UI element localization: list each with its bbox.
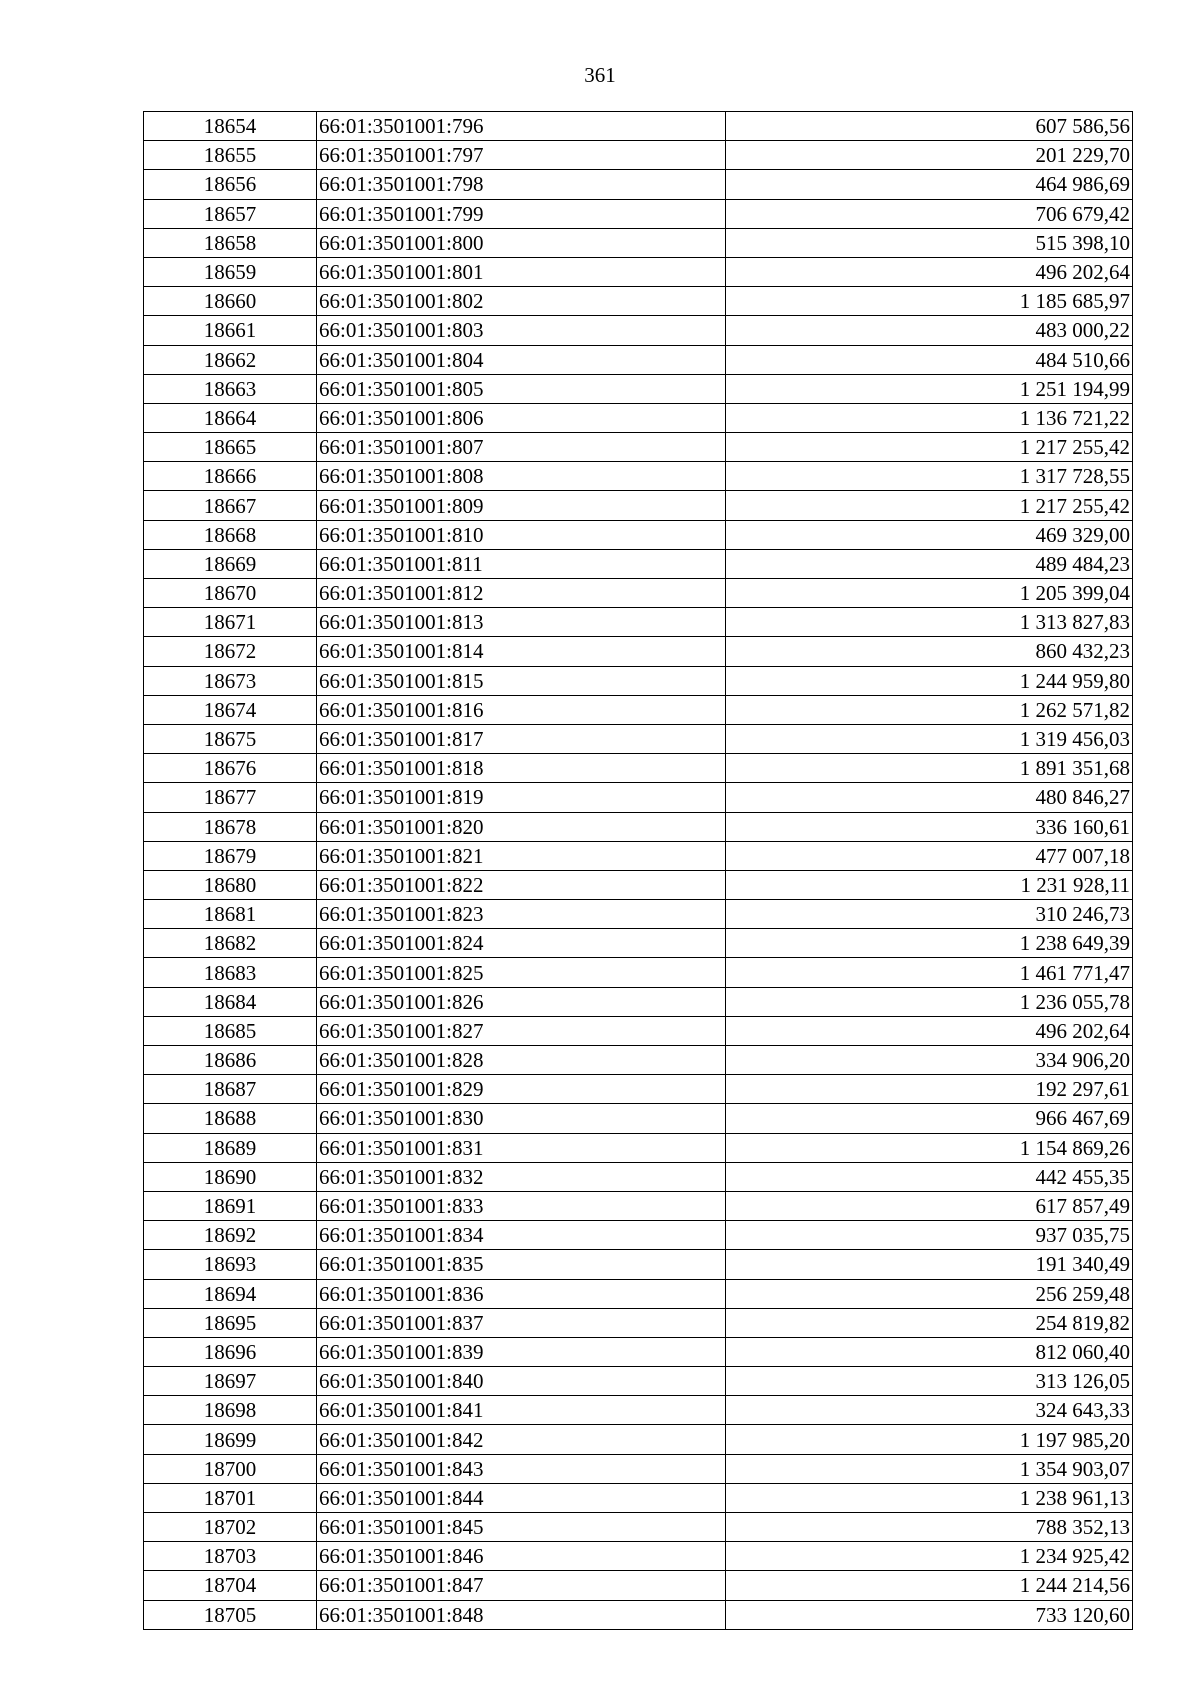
cadastral-value-cell: 201 229,70 [726,141,1133,170]
cadastral-number-cell: 66:01:3501001:835 [317,1250,726,1279]
row-number-cell: 18660 [144,287,317,316]
cadastral-number-cell: 66:01:3501001:816 [317,695,726,724]
table-row [144,1483,1133,1512]
table-row [144,462,1133,491]
cadastral-value-cell: 617 857,49 [726,1191,1133,1220]
cadastral-value-cell: 310 246,73 [726,900,1133,929]
cadastral-value-cell: 706 679,42 [726,199,1133,228]
cadastral-value-cell: 480 846,27 [726,783,1133,812]
cadastral-value-cell: 464 986,69 [726,170,1133,199]
cadastral-value-cell: 1 231 928,11 [726,870,1133,899]
row-number-cell: 18675 [144,724,317,753]
cadastral-value-cell: 788 352,13 [726,1513,1133,1542]
cadastral-value-cell: 1 313 827,83 [726,608,1133,637]
row-number-cell: 18654 [144,112,317,141]
cadastral-value-cell: 966 467,69 [726,1104,1133,1133]
table-row [144,1513,1133,1542]
cadastral-value-cell: 1 217 255,42 [726,433,1133,462]
table-row [144,724,1133,753]
cadastral-number-cell: 66:01:3501001:839 [317,1337,726,1366]
cadastral-number-cell: 66:01:3501001:847 [317,1571,726,1600]
cadastral-number-cell: 66:01:3501001:799 [317,199,726,228]
table-row [144,958,1133,987]
cadastral-number-cell: 66:01:3501001:810 [317,520,726,549]
row-number-cell: 18694 [144,1279,317,1308]
row-number-cell: 18682 [144,929,317,958]
row-number-cell: 18655 [144,141,317,170]
table-row [144,1133,1133,1162]
cadastral-value-cell: 191 340,49 [726,1250,1133,1279]
cadastral-number-cell: 66:01:3501001:846 [317,1542,726,1571]
table-body [144,112,1133,1630]
cadastral-value-cell: 254 819,82 [726,1308,1133,1337]
cadastral-value-cell: 733 120,60 [726,1600,1133,1629]
cadastral-number-cell: 66:01:3501001:822 [317,870,726,899]
cadastral-value-cell: 1 136 721,22 [726,403,1133,432]
cadastral-number-cell: 66:01:3501001:826 [317,987,726,1016]
table-row [144,374,1133,403]
row-number-cell: 18691 [144,1191,317,1220]
table-row [144,1337,1133,1366]
row-number-cell: 18686 [144,1046,317,1075]
cadastral-value-cell: 313 126,05 [726,1367,1133,1396]
row-number-cell: 18681 [144,900,317,929]
cadastral-number-cell: 66:01:3501001:808 [317,462,726,491]
table-row [144,900,1133,929]
table-row [144,1075,1133,1104]
cadastral-value-cell: 937 035,75 [726,1221,1133,1250]
cadastral-value-cell: 484 510,66 [726,345,1133,374]
table-row [144,112,1133,141]
cadastral-number-cell: 66:01:3501001:820 [317,812,726,841]
table-row [144,987,1133,1016]
table-row [144,754,1133,783]
row-number-cell: 18670 [144,579,317,608]
cadastral-value-cell: 607 586,56 [726,112,1133,141]
cadastral-value-cell: 1 262 571,82 [726,695,1133,724]
row-number-cell: 18683 [144,958,317,987]
row-number-cell: 18674 [144,695,317,724]
row-number-cell: 18680 [144,870,317,899]
page-number: 361 [584,63,616,87]
row-number-cell: 18704 [144,1571,317,1600]
row-number-cell: 18677 [144,783,317,812]
table-row [144,929,1133,958]
cadastral-number-cell: 66:01:3501001:796 [317,112,726,141]
cadastral-value-cell: 812 060,40 [726,1337,1133,1366]
cadastral-value-cell: 192 297,61 [726,1075,1133,1104]
cadastral-number-cell: 66:01:3501001:845 [317,1513,726,1542]
row-number-cell: 18687 [144,1075,317,1104]
row-number-cell: 18703 [144,1542,317,1571]
cadastral-value-cell: 1 461 771,47 [726,958,1133,987]
row-number-cell: 18666 [144,462,317,491]
row-number-cell: 18684 [144,987,317,1016]
row-number-cell: 18664 [144,403,317,432]
row-number-cell: 18698 [144,1396,317,1425]
row-number-cell: 18667 [144,491,317,520]
table-row [144,1396,1133,1425]
row-number-cell: 18696 [144,1337,317,1366]
table-row [144,1046,1133,1075]
table-row [144,1571,1133,1600]
cadastral-value-cell: 1 891 351,68 [726,754,1133,783]
cadastral-value-cell: 489 484,23 [726,549,1133,578]
cadastral-value-table [143,111,1133,1630]
cadastral-number-cell: 66:01:3501001:821 [317,841,726,870]
table-row [144,257,1133,286]
cadastral-value-cell: 256 259,48 [726,1279,1133,1308]
cadastral-value-cell: 1 319 456,03 [726,724,1133,753]
cadastral-number-cell: 66:01:3501001:831 [317,1133,726,1162]
cadastral-value-cell: 1 238 649,39 [726,929,1133,958]
cadastral-value-cell: 1 244 959,80 [726,666,1133,695]
cadastral-number-cell: 66:01:3501001:833 [317,1191,726,1220]
cadastral-number-cell: 66:01:3501001:843 [317,1454,726,1483]
table-row [144,433,1133,462]
cadastral-number-cell: 66:01:3501001:813 [317,608,726,637]
row-number-cell: 18701 [144,1483,317,1512]
table-row [144,666,1133,695]
table-row [144,549,1133,578]
cadastral-number-cell: 66:01:3501001:802 [317,287,726,316]
table-row [144,841,1133,870]
cadastral-value-cell: 1 354 903,07 [726,1454,1133,1483]
table-row [144,170,1133,199]
row-number-cell: 18662 [144,345,317,374]
cadastral-value-cell: 1 317 728,55 [726,462,1133,491]
cadastral-number-cell: 66:01:3501001:803 [317,316,726,345]
table-row [144,1542,1133,1571]
table-row [144,287,1133,316]
cadastral-number-cell: 66:01:3501001:809 [317,491,726,520]
row-number-cell: 18665 [144,433,317,462]
cadastral-value-cell: 1 205 399,04 [726,579,1133,608]
cadastral-value-cell: 1 236 055,78 [726,987,1133,1016]
table-row [144,1279,1133,1308]
table-row [144,141,1133,170]
table-row [144,1600,1133,1629]
cadastral-number-cell: 66:01:3501001:837 [317,1308,726,1337]
row-number-cell: 18685 [144,1016,317,1045]
row-number-cell: 18690 [144,1162,317,1191]
cadastral-number-cell: 66:01:3501001:818 [317,754,726,783]
row-number-cell: 18676 [144,754,317,783]
table-row [144,1308,1133,1337]
row-number-cell: 18699 [144,1425,317,1454]
row-number-cell: 18669 [144,549,317,578]
cadastral-number-cell: 66:01:3501001:836 [317,1279,726,1308]
row-number-cell: 18663 [144,374,317,403]
row-number-cell: 18692 [144,1221,317,1250]
table-row [144,783,1133,812]
cadastral-value-cell: 1 185 685,97 [726,287,1133,316]
table-row [144,1454,1133,1483]
cadastral-number-cell: 66:01:3501001:801 [317,257,726,286]
row-number-cell: 18657 [144,199,317,228]
cadastral-number-cell: 66:01:3501001:832 [317,1162,726,1191]
table-row [144,1191,1133,1220]
table-row [144,520,1133,549]
cadastral-number-cell: 66:01:3501001:807 [317,433,726,462]
row-number-cell: 18689 [144,1133,317,1162]
table-row [144,637,1133,666]
row-number-cell: 18672 [144,637,317,666]
cadastral-value-cell: 1 234 925,42 [726,1542,1133,1571]
table-row [144,1250,1133,1279]
cadastral-value-cell: 477 007,18 [726,841,1133,870]
table-row [144,1221,1133,1250]
cadastral-number-cell: 66:01:3501001:814 [317,637,726,666]
row-number-cell: 18688 [144,1104,317,1133]
cadastral-number-cell: 66:01:3501001:798 [317,170,726,199]
row-number-cell: 18671 [144,608,317,637]
table-row [144,870,1133,899]
cadastral-number-cell: 66:01:3501001:804 [317,345,726,374]
row-number-cell: 18668 [144,520,317,549]
cadastral-value-cell: 515 398,10 [726,228,1133,257]
cadastral-number-cell: 66:01:3501001:842 [317,1425,726,1454]
cadastral-value-cell: 483 000,22 [726,316,1133,345]
cadastral-number-cell: 66:01:3501001:825 [317,958,726,987]
cadastral-value-cell: 334 906,20 [726,1046,1133,1075]
table-row [144,491,1133,520]
cadastral-value-cell: 469 329,00 [726,520,1133,549]
row-number-cell: 18700 [144,1454,317,1483]
cadastral-number-cell: 66:01:3501001:848 [317,1600,726,1629]
cadastral-number-cell: 66:01:3501001:844 [317,1483,726,1512]
table-row [144,228,1133,257]
cadastral-value-cell: 1 244 214,56 [726,1571,1133,1600]
table-row [144,608,1133,637]
cadastral-value-cell: 1 217 255,42 [726,491,1133,520]
table-row [144,345,1133,374]
cadastral-value-cell: 496 202,64 [726,1016,1133,1045]
row-number-cell: 18673 [144,666,317,695]
cadastral-value-cell: 1 238 961,13 [726,1483,1133,1512]
cadastral-value-cell: 336 160,61 [726,812,1133,841]
cadastral-value-cell: 1 154 869,26 [726,1133,1133,1162]
table-row [144,403,1133,432]
row-number-cell: 18702 [144,1513,317,1542]
cadastral-number-cell: 66:01:3501001:834 [317,1221,726,1250]
cadastral-number-cell: 66:01:3501001:815 [317,666,726,695]
table-row [144,199,1133,228]
cadastral-number-cell: 66:01:3501001:840 [317,1367,726,1396]
cadastral-number-cell: 66:01:3501001:824 [317,929,726,958]
cadastral-number-cell: 66:01:3501001:827 [317,1016,726,1045]
table-row [144,1425,1133,1454]
cadastral-number-cell: 66:01:3501001:811 [317,549,726,578]
cadastral-value-cell: 442 455,35 [726,1162,1133,1191]
cadastral-number-cell: 66:01:3501001:805 [317,374,726,403]
table-row [144,1016,1133,1045]
cadastral-value-cell: 1 197 985,20 [726,1425,1133,1454]
cadastral-number-cell: 66:01:3501001:806 [317,403,726,432]
cadastral-number-cell: 66:01:3501001:828 [317,1046,726,1075]
cadastral-number-cell: 66:01:3501001:800 [317,228,726,257]
cadastral-value-cell: 1 251 194,99 [726,374,1133,403]
row-number-cell: 18697 [144,1367,317,1396]
table-row [144,812,1133,841]
row-number-cell: 18659 [144,257,317,286]
table-row [144,695,1133,724]
cadastral-value-cell: 496 202,64 [726,257,1133,286]
table-row [144,579,1133,608]
cadastral-number-cell: 66:01:3501001:819 [317,783,726,812]
table-row [144,1162,1133,1191]
cadastral-number-cell: 66:01:3501001:829 [317,1075,726,1104]
row-number-cell: 18693 [144,1250,317,1279]
cadastral-number-cell: 66:01:3501001:797 [317,141,726,170]
cadastral-number-cell: 66:01:3501001:841 [317,1396,726,1425]
cadastral-number-cell: 66:01:3501001:817 [317,724,726,753]
row-number-cell: 18658 [144,228,317,257]
cadastral-number-cell: 66:01:3501001:823 [317,900,726,929]
row-number-cell: 18679 [144,841,317,870]
row-number-cell: 18705 [144,1600,317,1629]
table-row [144,1367,1133,1396]
row-number-cell: 18695 [144,1308,317,1337]
cadastral-value-cell: 860 432,23 [726,637,1133,666]
cadastral-number-cell: 66:01:3501001:812 [317,579,726,608]
row-number-cell: 18678 [144,812,317,841]
table-row [144,1104,1133,1133]
cadastral-number-cell: 66:01:3501001:830 [317,1104,726,1133]
row-number-cell: 18656 [144,170,317,199]
row-number-cell: 18661 [144,316,317,345]
cadastral-value-cell: 324 643,33 [726,1396,1133,1425]
table-row [144,316,1133,345]
